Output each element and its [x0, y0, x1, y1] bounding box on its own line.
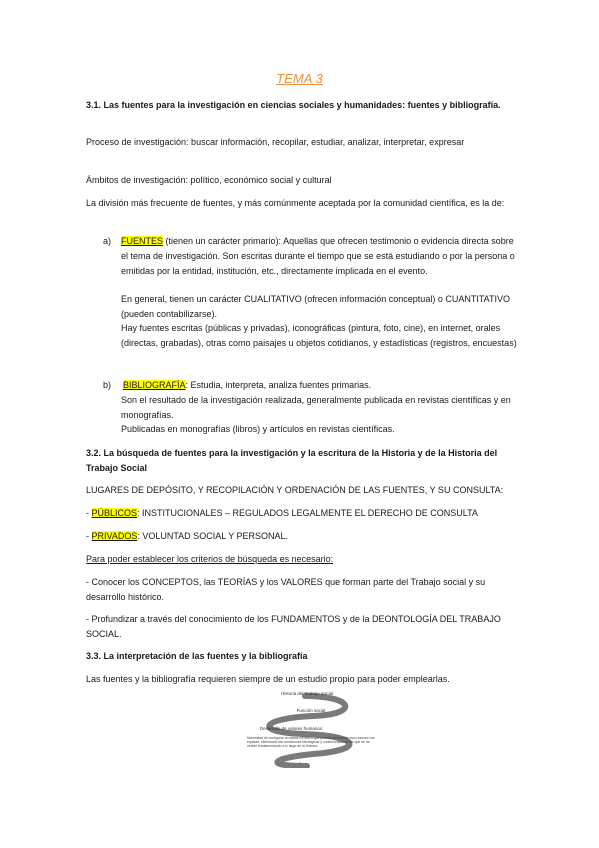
item-b-paragraph — [123, 378, 523, 393]
fuentes-term: FUENTES — [121, 236, 164, 246]
proceso-paragraph: Proceso de investigación: buscar información, recopilar, estudiar, analizar, interpretar, expresar — [86, 137, 465, 147]
diagram-label-historia: Historia del Trabajo Social — [280, 691, 334, 696]
document-title: TEMA 3 — [276, 71, 323, 86]
item-b-text3: Publicadas en monografías (libros) y artículos en revistas científicas. — [121, 424, 395, 434]
diagram-label-funcion: Función social — [296, 708, 326, 713]
conocer-paragraph: - Conocer los CONCEPTOS, las TEORÍAS y los VALORES que forman parte del Trabajo social y su desarrollo histórico. — [86, 577, 486, 602]
spiral-diagram-graphic — [233, 688, 381, 768]
diagram-label-necesidad: Necesidad de configurar un status científico que permita desarrollar esos valores con equidad, eliminando las condiciones ideológicas y confesionales en las que se ha venido fundamentando a lo largo de la Historia. — [247, 736, 375, 749]
item-a-paragraph — [121, 234, 521, 279]
item-b-marker: b) — [103, 380, 112, 390]
item-a-text1: (tienen un carácter primario): Aquellas que ofrecen testimonio o evidencia directa sobre el tema de investigación. Son escritas durante el tiempo que se está estudiando o por la persona o emitidas por la entidad, institución, etc., directamente implicada en el evento. — [121, 236, 515, 276]
lugares-paragraph: LUGARES DE DEPÓSITO, Y RECOPILACIÓN Y ORDENACIÓN DE LAS FUENTES, Y SU CONSULTA: — [86, 485, 504, 495]
criterios-paragraph: Para poder establecer los criterios de búsqueda es necesario: — [86, 554, 334, 564]
section-3-3-heading: 3.3. La interpretación de las fuentes y la bibliografía — [86, 651, 308, 661]
interpretacion-paragraph: Las fuentes y la bibliografía requieren siempre de un estudio propio para poder emplearlas. — [86, 674, 450, 684]
privados-prefix: - — [86, 531, 92, 541]
item-b-text1: : Estudia, interpreta, analiza fuentes primarias. — [185, 380, 372, 390]
spiral-arrow — [269, 696, 349, 766]
privados-term: PRIVADOS — [91, 531, 138, 541]
privados-text: : VOLUNTAD SOCIAL Y PERSONAL. — [137, 531, 289, 541]
profundizar-paragraph: - Profundizar a través del conocimiento de los FUNDAMENTOS y de la DEONTOLOGÍA DEL TRABAJO SOCIAL. — [86, 614, 501, 639]
history-diagram — [233, 688, 381, 768]
publicos-line — [86, 506, 518, 521]
section-3-2-heading: 3.2. La búsqueda de fuentes para la investigación y la escritura de la Historia y de la Historia del Trabajo Social — [86, 448, 498, 473]
publicos-text: : INSTITUCIONALES – REGULADOS LEGALMENTE EL DERECHO DE CONSULTA — [137, 508, 478, 518]
ambitos-paragraph: Ámbitos de investigación: político, económico social y cultural — [86, 175, 332, 185]
diagram-label-desarrollo: Desarrollo de valores humanos — [259, 726, 323, 731]
section-3-1-heading: 3.1. Las fuentes para la investigación en ciencias sociales y humanidades: fuentes y bibliografía. — [86, 100, 501, 110]
bibliografia-term: BIBLIOGRAFÍA — [123, 380, 186, 390]
item-a-marker: a) — [103, 236, 112, 246]
item-a-text3: Hay fuentes escritas (públicas y privadas), iconográficas (pintura, foto, cine), en internet, orales (directas, grabadas), otras como paisajes u objetos cotidianos, y estadísticas (registros, encuestas) — [121, 323, 517, 348]
publicos-prefix: - — [86, 508, 92, 518]
division-paragraph: La división más frecuente de fuentes, y más comúnmente aceptada por la comunidad científica, es la de: — [86, 198, 505, 208]
publicos-term: PÚBLICOS — [91, 508, 138, 518]
privados-line — [86, 529, 518, 544]
item-a-text2: En general, tienen un carácter CUALITATIVO (ofrecen información conceptual) o CUANTITATIVO (pueden contabilizarse). — [121, 294, 510, 319]
item-b-text2: Son el resultado de la investigación realizada, generalmente publicada en revistas científicas y en monografías. — [121, 395, 511, 420]
